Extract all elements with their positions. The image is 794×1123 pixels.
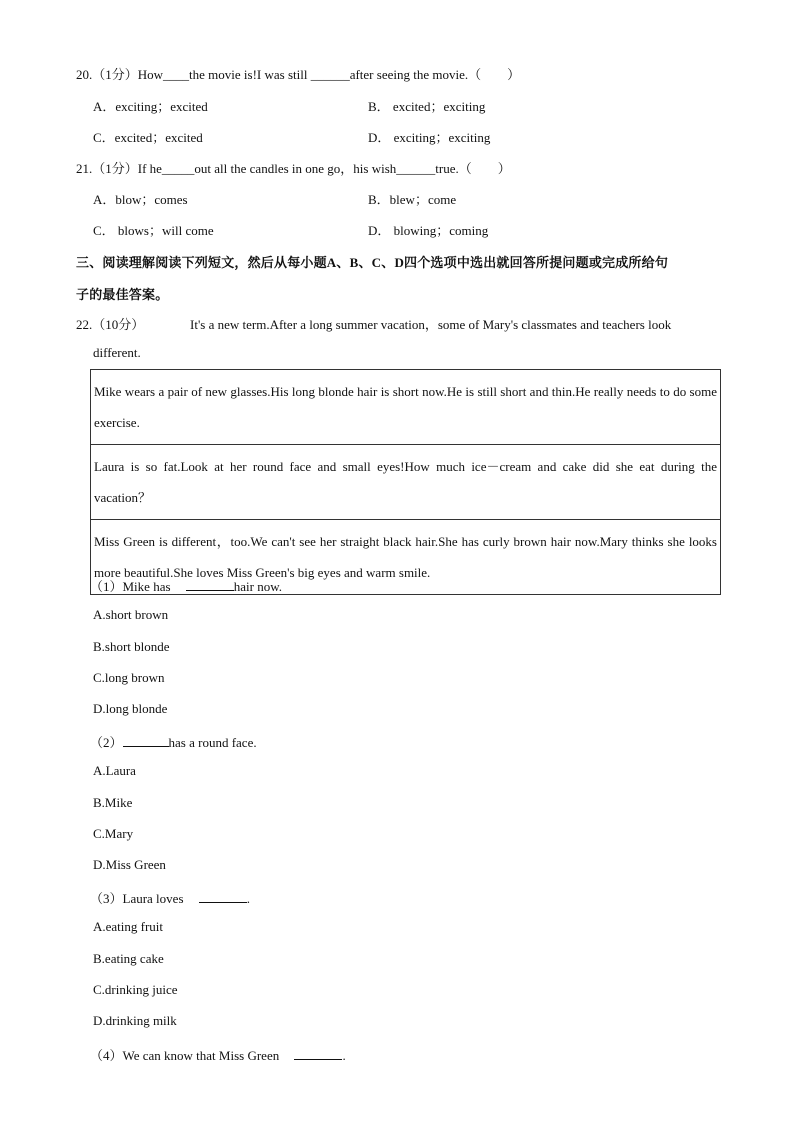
table-row bbox=[91, 370, 721, 445]
sub3-option-c[interactable]: C.drinking juice bbox=[93, 982, 178, 997]
sub2-option-d[interactable]: D.Miss Green bbox=[93, 857, 166, 872]
passage-laura: Laura is so fat.Look at her round face and small eyes!How much ice－cream and cake did she eat during the vacation？ bbox=[91, 445, 721, 520]
sub2-prefix: （2） bbox=[90, 735, 123, 750]
q21-option-c[interactable]: C． blows；will come bbox=[93, 223, 214, 238]
section-heading-line1: 三、阅读理解阅读下列短文，然后从每小题A、B、C、D四个选项中选出就回答所提问题或完成所给句 bbox=[76, 255, 669, 270]
sub1-option-b[interactable]: B.short blonde bbox=[93, 639, 170, 654]
q22-intro-line2: different. bbox=[93, 345, 141, 360]
section-heading-line2: 子的最佳答案。 bbox=[76, 287, 169, 302]
passage-mike: Mike wears a pair of new glasses.His long blonde hair is short now.He is still short and thin.He really needs to do some exercise. bbox=[91, 370, 721, 445]
q22-header: 22.（10分） bbox=[76, 317, 145, 332]
sub4-suffix: . bbox=[342, 1048, 346, 1063]
q20-option-b[interactable]: B． excited；exciting bbox=[368, 99, 486, 114]
q21-option-d[interactable]: D． blowing；coming bbox=[368, 223, 489, 238]
sub2-option-b[interactable]: B.Mike bbox=[93, 795, 133, 810]
passage-table bbox=[90, 369, 721, 595]
sub3-option-d[interactable]: D.drinking milk bbox=[93, 1013, 177, 1028]
answer-blank[interactable] bbox=[186, 579, 234, 591]
answer-blank[interactable] bbox=[123, 735, 169, 747]
sub2-option-a[interactable]: A.Laura bbox=[93, 763, 136, 778]
answer-blank[interactable] bbox=[199, 891, 247, 903]
sub1-option-c[interactable]: C.long brown bbox=[93, 670, 165, 685]
sub4-stem bbox=[90, 1045, 346, 1064]
sub3-option-b[interactable]: B.eating cake bbox=[93, 951, 164, 966]
sub1-prefix: （1）Mike has bbox=[90, 579, 174, 594]
sub4-prefix: （4）We can know that Miss Green bbox=[90, 1048, 283, 1063]
sub1-suffix: hair now. bbox=[233, 579, 283, 594]
sub1-option-a[interactable]: A.short brown bbox=[93, 607, 169, 622]
passage-miss-green: Miss Green is different，too.We can't see her straight black hair.She has curly brown hair now.Mary thinks she looks more beautiful.She loves Miss Green's big eyes and warm smile. bbox=[91, 520, 721, 595]
sub1-option-d[interactable]: D.long blonde bbox=[93, 701, 168, 716]
q20-stem: 20.（1分）How____the movie is!I was still ______after seeing the movie.（ ） bbox=[76, 67, 521, 82]
sub3-suffix: . bbox=[246, 891, 251, 906]
table-row bbox=[91, 445, 721, 520]
sub2-option-c[interactable]: C.Mary bbox=[93, 826, 134, 841]
q20-option-a[interactable]: A．exciting；excited bbox=[93, 99, 208, 114]
q21-option-a[interactable]: A．blow；comes bbox=[93, 192, 188, 207]
q20-option-d[interactable]: D． exciting；exciting bbox=[368, 130, 491, 145]
q21-stem: 21.（1分）If he_____out all the candles in one go，his wish______true.（ ） bbox=[76, 161, 511, 176]
sub3-stem bbox=[90, 888, 250, 907]
sub1-stem bbox=[90, 576, 282, 595]
q22-intro-line1: It's a new term.After a long summer vacation，some of Mary's classmates and teachers look bbox=[190, 317, 672, 332]
sub2-stem bbox=[90, 732, 257, 751]
sub3-option-a[interactable]: A.eating fruit bbox=[93, 919, 164, 934]
q21-option-b[interactable]: B．blew；come bbox=[368, 192, 457, 207]
answer-blank[interactable] bbox=[294, 1048, 342, 1060]
sub2-suffix: has a round face. bbox=[168, 735, 257, 750]
sub3-prefix: （3）Laura loves bbox=[90, 891, 187, 906]
q20-option-c[interactable]: C．excited；excited bbox=[93, 130, 203, 145]
